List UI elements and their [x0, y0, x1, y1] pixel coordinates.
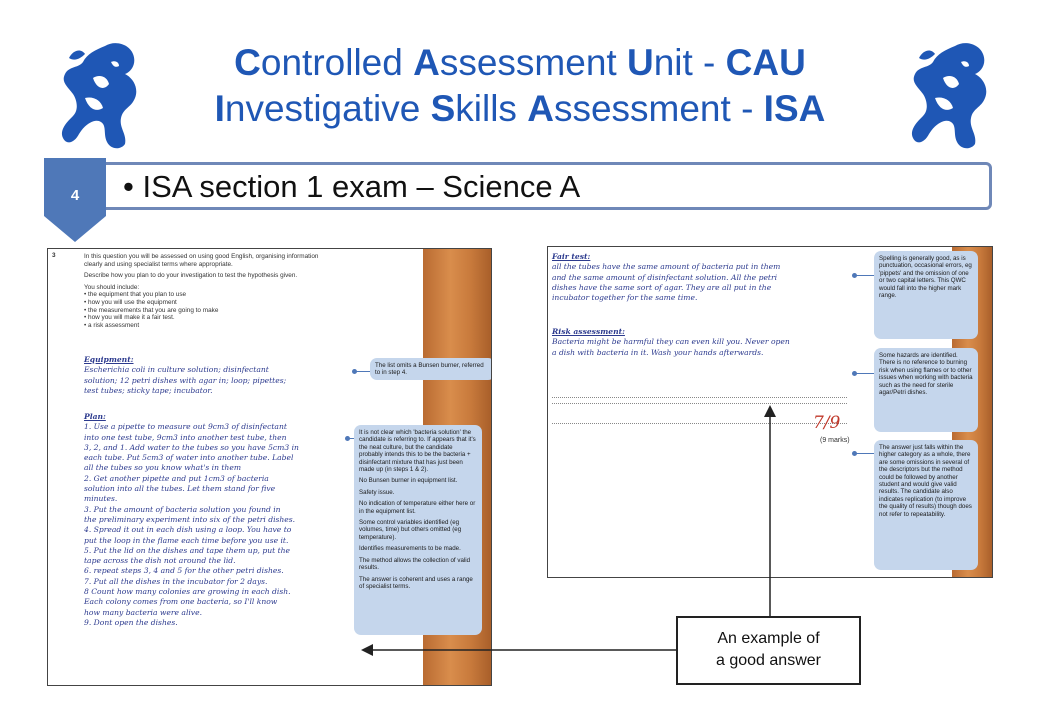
lion-crest-logo-left [55, 38, 147, 153]
plan-line: 3, 2, and 1. Add water to the tubes so you have 5cm3 in [84, 442, 299, 452]
title-line-2-segment: A [527, 88, 554, 129]
plan-line: each tube. Put 5cm3 of water into another tube. Label [84, 453, 294, 463]
risk-section [552, 327, 852, 358]
title-line-1-segment: C [234, 42, 261, 83]
plan-line: the preliminary experiment into six of the petri dishes. [84, 514, 296, 524]
equipment-lines [84, 365, 384, 396]
title-line-1-segment: ssessment [439, 42, 627, 83]
title-line-1-segment: U [626, 42, 654, 83]
fair-test-line: all the tubes have the same amount of bacteria put in them [552, 262, 781, 272]
examiner-note-hazards: Some hazards are identified. There is no reference to burning risk when using flames or to other issues when working with bacteria such as the need for sterile agar/Petri dishes. [874, 348, 978, 432]
plan-line: into one test tube, 9cm3 into another test tube, then [84, 432, 287, 442]
answer-line [552, 397, 847, 398]
annotation-connector [856, 275, 874, 276]
examiner-note-paragraph: No indication of temperature either here or in the equipment list. [359, 500, 476, 515]
examiner-note-paragraph: Safety issue. [359, 488, 395, 496]
instruction-line: • a risk assessment [84, 321, 140, 329]
instruction-line: You should include: [84, 283, 140, 291]
fair-test-line: and the same amount of disinfectant solution. All the petri [552, 272, 778, 282]
plan-line: 1. Use a pipette to measure out 9cm3 of disinfectant [84, 422, 287, 432]
instruction-line: In this question you will be assessed on using good English, organising information [84, 253, 319, 260]
plan-line: 5. Put the lid on the dishes and tape them up, put the [84, 545, 291, 555]
instruction-line: • how you will make it a fair test. [84, 314, 175, 322]
plan-line: 4. Spread it out in each dish using a loop. You have to [84, 525, 292, 535]
examiner-note-plan [354, 425, 482, 635]
title-line-2-segment: I [214, 88, 225, 129]
callout-line-2: a good answer [716, 652, 821, 669]
title-line-1-segment: ontrolled [260, 42, 414, 83]
risk-heading: Risk assessment: [552, 327, 625, 336]
instruction-line: clearly and using specialist terms where appropriate. [84, 260, 233, 268]
instruction-line: Describe how you plan to do your investigation to test the hypothesis given. [84, 272, 298, 280]
callout-line-1: An example of [717, 630, 820, 647]
instruction-line: • the measurements that you are going to make [84, 306, 219, 314]
equipment-line: test tubes; sticky tape; incubator. [84, 385, 213, 395]
plan-heading: Plan: [84, 412, 106, 421]
plan-line: all the tubes so you know what's in them [84, 463, 242, 473]
title-line-2-segment: ssessment - [553, 88, 764, 129]
risk-line: a dish with bacteria in it. Wash your hands afterwards. [552, 347, 764, 357]
equipment-section [84, 355, 384, 396]
fair-test-section [552, 252, 852, 303]
title-line-1-segment: A [413, 42, 440, 83]
annotation-connector [856, 453, 874, 454]
instruction-line: • the equipment that you plan to use [84, 291, 187, 299]
question-number: 3 [52, 252, 56, 259]
marks-label: (9 marks) [820, 437, 850, 444]
section-banner [90, 162, 992, 210]
plan-lines [84, 422, 394, 628]
title-line-2-segment: nvestigative [224, 88, 431, 129]
risk-lines [552, 337, 852, 358]
examiner-note-spelling: Spelling is generally good, as is punctuation, occasional errors, eg 'pippets' and the omission of one or two capital letters. This QWC would fall into the higher mark range. [874, 251, 978, 339]
title-line-2-segment: ISA [763, 88, 826, 129]
title-line-1 [150, 40, 890, 86]
examiner-note-equipment: The list omits a Bunsen burner, referred to in step 4. [370, 358, 492, 380]
title-line-1-segment: nit - [653, 42, 726, 83]
title-line-2-segment: kills [455, 88, 528, 129]
question-instructions [84, 253, 414, 329]
fair-test-line: incubator together for the same time. [552, 293, 698, 303]
equipment-line: solution; 12 petri dishes with agar in; loop; pipettes; [84, 375, 287, 385]
plan-line: minutes. [84, 494, 118, 504]
slide-title [150, 40, 890, 132]
annotation-connector [356, 371, 370, 372]
answer-line [552, 403, 847, 404]
plan-line: 6. repeat steps 3, 4 and 5 for the other petri dishes. [84, 566, 284, 576]
title-line-2-segment: S [430, 88, 456, 129]
examiner-note-paragraph: Identifies measurements to be made. [359, 545, 461, 553]
equipment-heading: Equipment: [84, 355, 134, 364]
awarded-mark: 7/9 [813, 413, 841, 433]
answer-line [552, 423, 847, 424]
plan-line: tape across the dish not around the lid. [84, 556, 236, 566]
fair-test-line: dishes have the same sort of agar. They are all put in the [552, 282, 772, 292]
lion-crest-logo-right [905, 38, 997, 153]
annotation-connector [856, 373, 874, 374]
examiner-note-paragraph: Some control variables identified (eg volumes, time) but others omitted (eg temperature). [359, 519, 462, 541]
plan-line: put the loop in the flame each time before you use it. [84, 535, 289, 545]
examiner-note-paragraph: The method allows the collection of valid results. [359, 556, 471, 572]
plan-line: 7. Put all the dishes in the incubator for 2 days. [84, 576, 268, 586]
fair-test-heading: Fair test: [552, 252, 591, 261]
plan-line: 8 Count how many colonies are growing in each dish. [84, 587, 291, 597]
plan-line: 9. Dont open the dishes. [84, 617, 178, 627]
equipment-line: Escherichia coli in culture solution; disinfectant [84, 365, 269, 375]
plan-section [84, 412, 394, 628]
plan-line: how many bacteria were alive. [84, 607, 202, 617]
plan-line: 3. Put the amount of bacteria solution you found in [84, 504, 281, 514]
plan-line: solution into all the tubes. Let them stand for five [84, 484, 276, 494]
section-bullet: • ISA section 1 exam – Science A [123, 169, 581, 204]
examiner-note-overall: The answer just falls within the higher category as a whole, there are some omissions in several of the descriptors but the method could be followed by another student and would give valid results. The candidate also indicates replication (to improve the quality of results) though does not refer to repeatability. [874, 440, 978, 570]
title-line-1-segment: CAU [725, 42, 806, 83]
title-line-2 [150, 86, 890, 132]
slide-number: 4 [70, 187, 80, 204]
examiner-note-paragraph: No Bunsen burner in equipment list. [359, 477, 458, 485]
plan-line: Each colony comes from one bacteria, so I'll know [84, 597, 278, 607]
plan-line: 2. Get another pipette and put 1cm3 of bacteria [84, 473, 269, 483]
exam-answer-scan-right [547, 246, 993, 578]
exam-answer-scan-left [47, 248, 492, 686]
examiner-note-paragraph: The answer is coherent and uses a range of specialist terms. [359, 575, 473, 590]
instruction-line: • how you will use the equipment [84, 298, 177, 306]
risk-line: Bacteria might be harmful they can even kill you. Never open [552, 337, 790, 347]
good-answer-callout [676, 616, 861, 685]
fair-test-lines [552, 262, 852, 303]
examiner-note-paragraph: It is not clear which 'bacteria solution' the candidate is referring to. If appears that it's the neat culture, but the candidate probably intends this to be the bacteria + disinfectant mixture that has just been made up (in steps 1 & 2). [359, 429, 476, 474]
